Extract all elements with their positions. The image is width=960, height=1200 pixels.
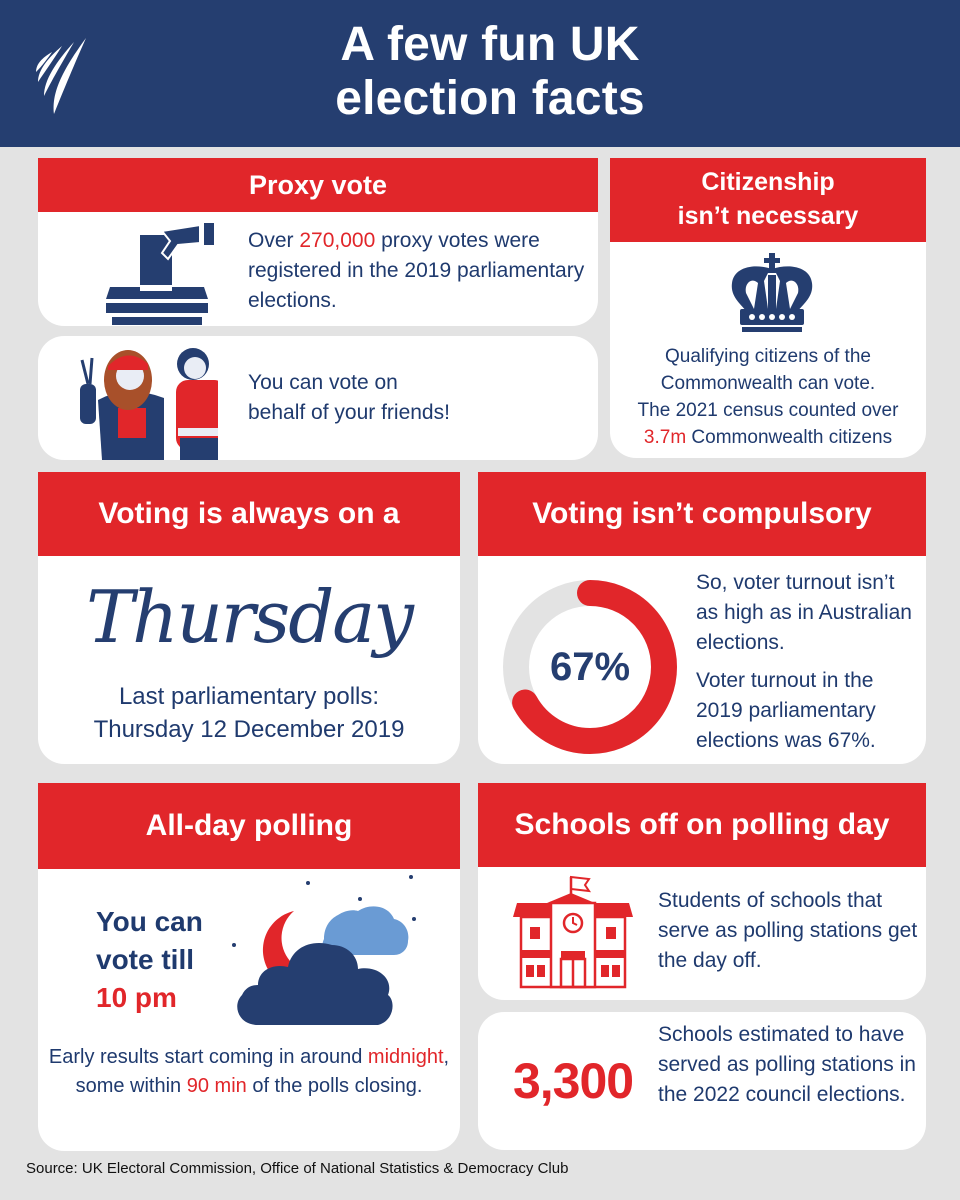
ninety-min-highlight: 90 min <box>186 1075 247 1097</box>
schools-text: Students of schools that serve as polling stations get the day off. <box>658 889 918 972</box>
commonwealth-count: 3.7m <box>643 427 687 448</box>
page-title <box>230 18 750 126</box>
last-polls-text: Last parliamentary polls: Thursday 12 December 2019 <box>93 683 405 743</box>
turnout-heading: Voting isn’t compulsory <box>478 472 926 556</box>
proxy-vote-card <box>38 158 598 326</box>
thursday-card <box>38 472 460 764</box>
turnout-text-1: So, voter turnout isn’t as high as in Australian elections. <box>696 571 912 654</box>
two-friends-illustration <box>68 340 218 460</box>
ballot-box-icon <box>100 221 216 325</box>
title-line-2: election facts <box>335 72 645 125</box>
proxy-vote-text: Over 270,000 proxy votes were registered in the 2019 parliamentary elections. <box>248 229 585 312</box>
friends-text: You can vote on behalf of your friends! <box>248 371 450 424</box>
vote-till-text: You can vote till 10 pm <box>96 903 236 1017</box>
friends-card <box>38 336 598 460</box>
turnout-card <box>478 472 926 764</box>
midnight-highlight: midnight <box>367 1046 444 1068</box>
all-day-polling-card <box>38 783 460 1151</box>
polling-schools-text: Schools estimated to have served as polling stations in the 2022 council elections. <box>658 1023 916 1106</box>
schools-heading: Schools off on polling day <box>478 783 926 867</box>
schools-card <box>478 783 926 1000</box>
polling-schools-count-card <box>478 1012 926 1150</box>
moon-clouds-icon <box>228 875 418 1035</box>
header-banner <box>0 0 960 147</box>
turnout-percentage: 67% <box>549 645 631 689</box>
turnout-text-2: Voter turnout in the 2019 parliamentary elections was 67%. <box>696 669 876 752</box>
proxy-vote-count: 270,000 <box>299 229 376 252</box>
school-building-icon <box>513 875 633 989</box>
polling-schools-count: 3,300 <box>512 1053 634 1109</box>
title-line-1: A few fun UK <box>340 18 640 71</box>
closing-time: 10 pm <box>96 982 177 1013</box>
citizenship-heading: Citizenship isn’t necessary <box>610 158 926 242</box>
sbs-logo-icon <box>34 36 90 116</box>
citizenship-text: Qualifying citizens of the Commonwealth can vote. The 2021 census counted over 3.7m Commonwealth citizens <box>637 346 899 448</box>
thursday-script-word: Thursday <box>86 575 412 659</box>
citizenship-card <box>610 158 926 458</box>
crown-icon <box>724 253 820 333</box>
source-caption: Source: UK Electoral Commission, Office of National Statistics & Democracy Club <box>26 1160 569 1177</box>
proxy-vote-heading: Proxy vote <box>38 158 598 212</box>
thursday-heading: Voting is always on a <box>38 472 460 556</box>
early-results-text: Early results start coming in around midnight, some within 90 min of the polls closing. <box>48 1046 450 1097</box>
all-day-polling-heading: All-day polling <box>38 783 460 869</box>
